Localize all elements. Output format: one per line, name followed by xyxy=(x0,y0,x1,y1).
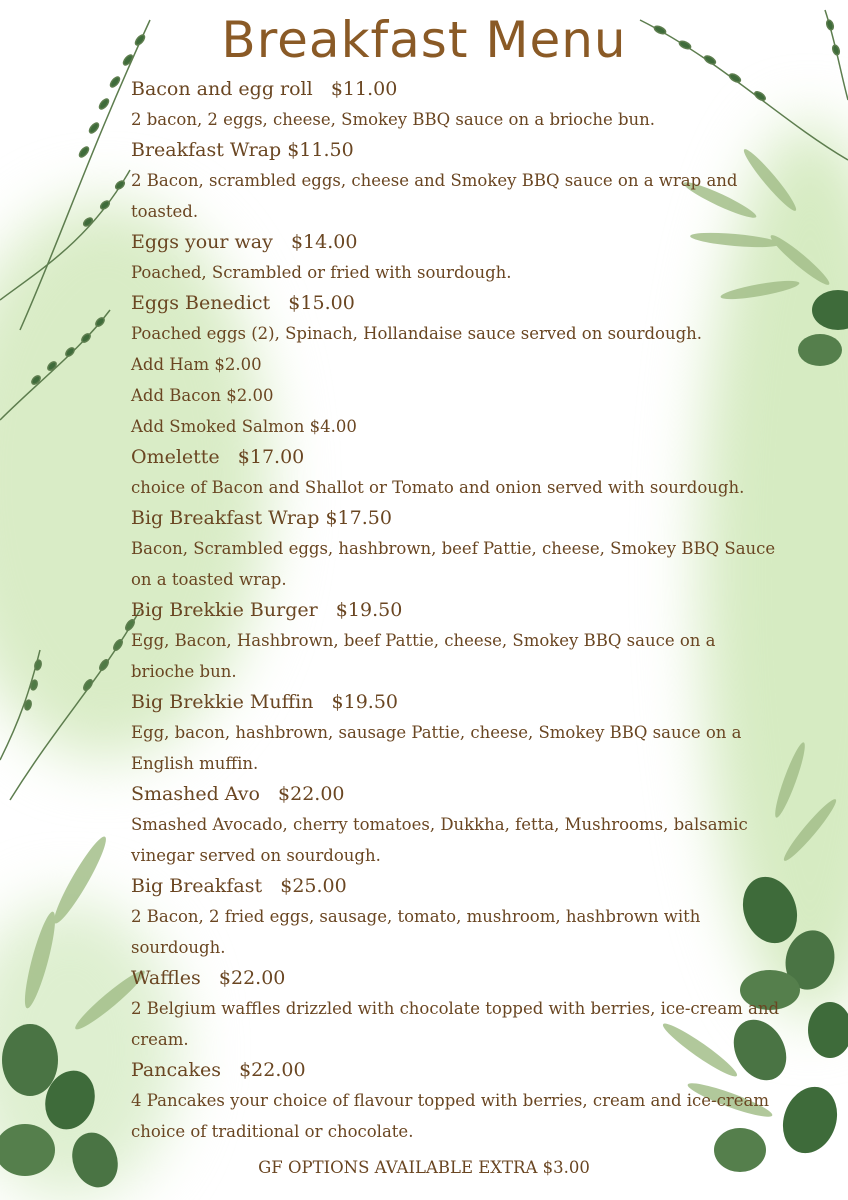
menu-item xyxy=(131,503,781,595)
menu-item xyxy=(131,963,781,1055)
menu-item-name-price: Eggs Benedict $15.00 xyxy=(131,292,355,314)
menu-title: Breakfast Menu xyxy=(221,11,627,69)
menu-item-name-price: Eggs your way $14.00 xyxy=(131,231,358,253)
menu-item-description: Smashed Avocado, cherry tomatoes, Dukkha, fetta, Mushrooms, balsamic vinegar served on sourdough. xyxy=(131,815,748,865)
menu-item-description: Poached eggs (2), Spinach, Hollandaise sauce served on sourdough. xyxy=(131,324,703,343)
menu-item-addon: Add Ham $2.00 xyxy=(131,355,262,374)
menu-item-description: Poached, Scrambled or fried with sourdough. xyxy=(131,263,512,282)
menu-item-name-price: Smashed Avo $22.00 xyxy=(131,783,345,805)
menu-item xyxy=(131,779,781,871)
grass-sprig-icon xyxy=(0,610,140,800)
menu-item-addon: Add Bacon $2.00 xyxy=(131,386,274,405)
menu-item-description: 4 Pancakes your choice of flavour topped with berries, cream and ice-cream choice of traditional or chocolate. xyxy=(131,1091,769,1141)
menu-item xyxy=(131,288,781,442)
menu-item-name-price: Big Brekkie Muffin $19.50 xyxy=(131,691,399,713)
menu-item xyxy=(131,871,781,963)
menu-item-description: choice of Bacon and Shallot or Tomato and onion served with sourdough. xyxy=(131,478,745,497)
menu-item xyxy=(131,135,781,227)
menu-item-description: 2 Bacon, scrambled eggs, cheese and Smokey BBQ sauce on a wrap and toasted. xyxy=(131,171,738,221)
menu-item xyxy=(131,595,781,687)
menu-item xyxy=(131,74,781,135)
menu-item xyxy=(131,687,781,779)
menu-item-name-price: Big Breakfast $25.00 xyxy=(131,875,347,897)
menu-item-description: Bacon, Scrambled eggs, hashbrown, beef Pattie, cheese, Smokey BBQ Sauce on a toasted wrap. xyxy=(131,539,776,589)
menu-item-addon: Add Smoked Salmon $4.00 xyxy=(131,417,357,436)
menu-item-description: 2 Belgium waffles drizzled with chocolate topped with berries, ice-cream and cream. xyxy=(131,999,780,1049)
menu-item xyxy=(131,227,781,288)
menu-item xyxy=(131,442,781,503)
menu-item-description: 2 Bacon, 2 fried eggs, sausage, tomato, mushroom, hashbrown with sourdough. xyxy=(131,907,701,957)
menu-list xyxy=(131,74,781,1147)
menu-item-description: Egg, bacon, hashbrown, sausage Pattie, cheese, Smokey BBQ sauce on a English muffin. xyxy=(131,723,742,773)
menu-item-name-price: Omelette $17.00 xyxy=(131,446,305,468)
menu-item-name-price: Big Breakfast Wrap $17.50 xyxy=(131,507,392,529)
menu-item-name-price: Pancakes $22.00 xyxy=(131,1059,306,1081)
menu-item-description: 2 bacon, 2 eggs, cheese, Smokey BBQ sauce on a brioche bun. xyxy=(131,110,656,129)
menu-item xyxy=(131,1055,781,1147)
menu-item-description: Egg, Bacon, Hashbrown, beef Pattie, cheese, Smokey BBQ sauce on a brioche bun. xyxy=(131,631,716,681)
gf-options-note: GF OPTIONS AVAILABLE EXTRA $3.00 xyxy=(258,1158,590,1177)
grass-sprig-icon xyxy=(0,20,150,420)
menu-item-name-price: Bacon and egg roll $11.00 xyxy=(131,78,398,100)
menu-item-name-price: Big Brekkie Burger $19.50 xyxy=(131,599,403,621)
menu-item-name-price: Breakfast Wrap $11.50 xyxy=(131,139,354,161)
menu-item-name-price: Waffles $22.00 xyxy=(131,967,286,989)
